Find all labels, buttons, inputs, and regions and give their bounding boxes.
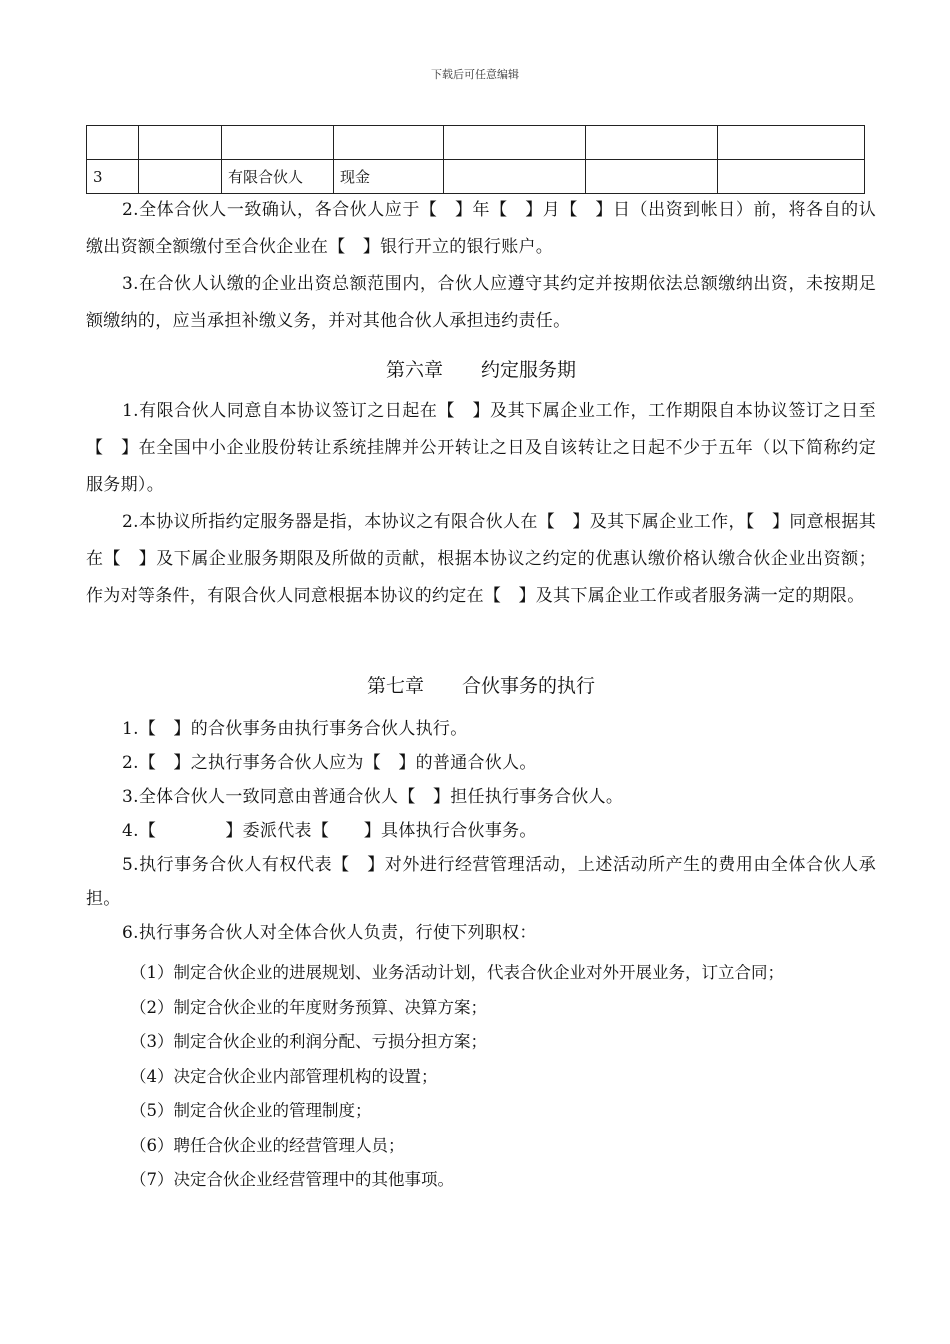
clause-5-3: 3.在合伙人认缴的企业出资总额范围内，合伙人应遵守其约定并按期依法总额缴纳出资，未按期足额缴纳的，应当承担补缴义务，并对其他合伙人承担违约责任。 (86, 274, 876, 331)
table-cell (718, 160, 865, 194)
table-cell (718, 126, 865, 160)
list-item: （6）聘任合伙企业的经营管理人员； (130, 1135, 405, 1155)
table-cell (139, 126, 222, 160)
contribution-table (86, 125, 865, 194)
table-cell: 有限合伙人 (222, 160, 334, 194)
clause-7-6: 6.执行事务合伙人对全体合伙人负责，行使下列职权： (122, 923, 537, 943)
chapter-7-clauses (86, 712, 876, 950)
clause-6-1: 1.有限合伙人同意自本协议签订之日起在【 】及其下属企业工作，工作期限自本协议签订之日至【 】在全国中小企业股份转让系统挂牌并公开转让之日及自该转让之日起不少于五年（以下简称约定服务期）。 (86, 401, 876, 495)
clause-7-3: 3.全体合伙人一致同意由普通合伙人【 】担任执行事务合伙人。 (122, 787, 624, 807)
table-cell (139, 160, 222, 194)
section-5-clauses (86, 192, 876, 340)
clause-7-2: 2.【 】之执行事务合伙人应为【 】的普通合伙人。 (122, 753, 537, 773)
list-item: （7）决定合伙企业经营管理中的其他事项。 (130, 1170, 454, 1189)
table-row (87, 126, 865, 160)
list-item: （1）制定合伙企业的进展规划、业务活动计划，代表合伙企业对外开展业务，订立合同； (130, 963, 784, 982)
clause-7-5: 5.执行事务合伙人有权代表【 】对外进行经营管理活动，上述活动所产生的费用由全体合伙人承担。 (86, 855, 876, 909)
chapter-6 (86, 350, 876, 390)
table-cell: 3 (87, 160, 139, 194)
table-row (87, 160, 865, 194)
chapter-6-clauses (86, 393, 876, 615)
table-cell (586, 160, 718, 194)
list-item: （2）制定合伙企业的年度财务预算、决算方案； (130, 997, 487, 1017)
table-cell: 现金 (334, 160, 444, 194)
page-header: 下载后可任意编辑 (431, 68, 519, 81)
chapter-7 (86, 666, 876, 706)
table-cell (586, 126, 718, 160)
clause-6-2: 2.本协议所指约定服务器是指，本协议之有限合伙人在【 】及其下属企业工作，【 】同意根据其在【 】及下属企业服务期限及所做的贡献，根据本协议之约定的优惠认缴价格认缴合伙企业出资额；作为对等条件，有限合伙人同意根据本协议的约定在【 】及其下属企业工作或者服务满一定的期限。 (86, 512, 876, 606)
clause-5-2: 2.全体合伙人一致确认，各合伙人应于【 】年【 】月【 】日（出资到帐日）前，将各自的认缴出资额全额缴付至合伙企业在【 】银行开立的银行账户。 (86, 200, 876, 257)
clause-7-1: 1.【 】的合伙事务由执行事务合伙人执行。 (122, 719, 468, 739)
chapter-6-title: 第六章 约定服务期 (385, 359, 576, 381)
table-cell (87, 126, 139, 160)
list-item: （4）决定合伙企业内部管理机构的设置； (130, 1066, 438, 1086)
list-item: （5）制定合伙企业的管理制度； (130, 1101, 372, 1120)
clause-7-4: 4.【 】委派代表【 】具体执行合伙事务。 (122, 821, 537, 841)
list-item: （3）制定合伙企业的利润分配、亏损分担方案； (130, 1032, 487, 1051)
table-cell (444, 160, 586, 194)
chapter-7-title: 第七章 合伙事务的执行 (366, 675, 595, 697)
table-cell (334, 126, 444, 160)
table-cell (444, 126, 586, 160)
table-cell (222, 126, 334, 160)
powers-list (92, 956, 892, 1198)
